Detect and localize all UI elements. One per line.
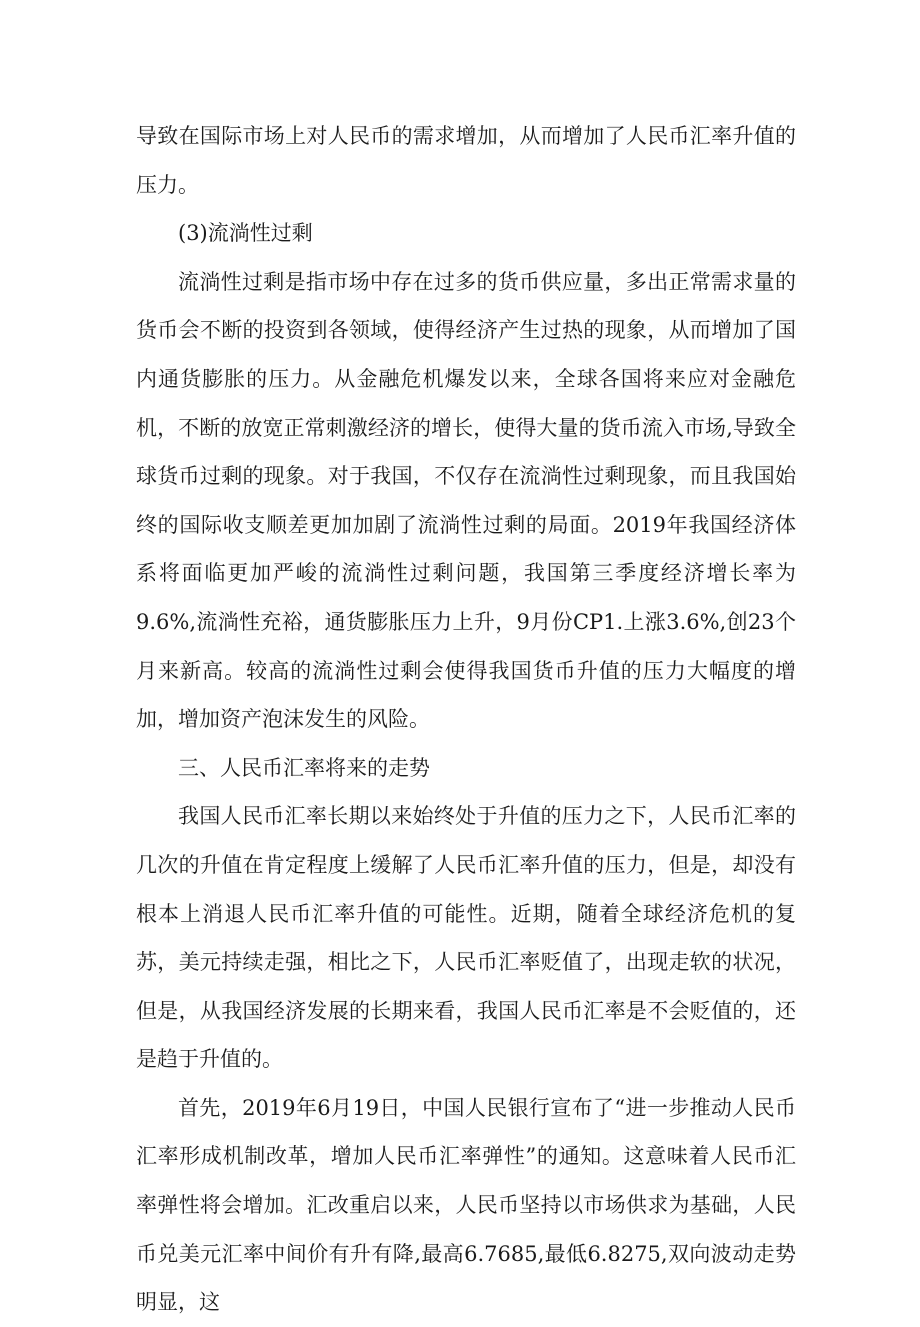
- paragraph-liquidity: 流淌性过剩是指市场中存在过多的货币供应量，多出正常需求量的货币会不断的投资到各领域，使得经济产生过热的现象，从而增加了国内通货膨胀的压力。从金融危机爆发以来，全球各国将来应对金融危机，不断的放宽正常刺激经济的增长，使得大量的货币流入市场,导致全球货币过剩的现象。对于我国，不仅存在流淌性过剩现象，而且我国始终的国际收支顺差更加加剧了流淌性过剩的局面。2019年我国经济体系将面临更加严峻的流淌性过剩问题，我国第三季度经济增长率为9.6%,流淌性充裕，通货膨胀压力上升，9月份CP1.上涨3.6%,创23个月来新高。较高的流淌性过剩会使得我国货币升值的压力大幅度的增加，增加资产泡沫发生的风险。: [136, 269, 796, 732]
- paragraph-trend: 我国人民币汇率长期以来始终处于升值的压力之下，人民币汇率的几次的升值在肯定程度上缓解了人民币汇率升值的压力，但是，却没有根本上消退人民币汇率升值的可能性。近期，随着全球经济危机的复苏，美元持续走强，相比之下，人民币汇率贬值了，出现走软的状况，但是，从我国经济发展的长期来看，我国人民币汇率是不会贬值的，还是趋于升值的。: [136, 804, 796, 1072]
- document-body: [136, 112, 796, 1327]
- paragraph-first-reason: 首先，2019年6月19日，中国人民银行宣布了“进一步推动人民币汇率形成机制改革，增加人民币汇率弹性”的通知。这意味着人民币汇率弹性将会增加。汇改重启以来，人民币坚持以市场供求为基础，人民币兑美元汇率中间价有升有降,最高6.7685,最低6.8275,双向波动走势明显，这: [136, 1095, 796, 1315]
- section-heading-liquidity: (3)流淌性过剩: [178, 221, 313, 246]
- section-heading-trend: 三、人民币汇率将来的走势: [178, 755, 430, 780]
- paragraph-continuation: 导致在国际市场上对人民币的需求增加，从而增加了人民币汇率升值的压力。: [136, 124, 796, 197]
